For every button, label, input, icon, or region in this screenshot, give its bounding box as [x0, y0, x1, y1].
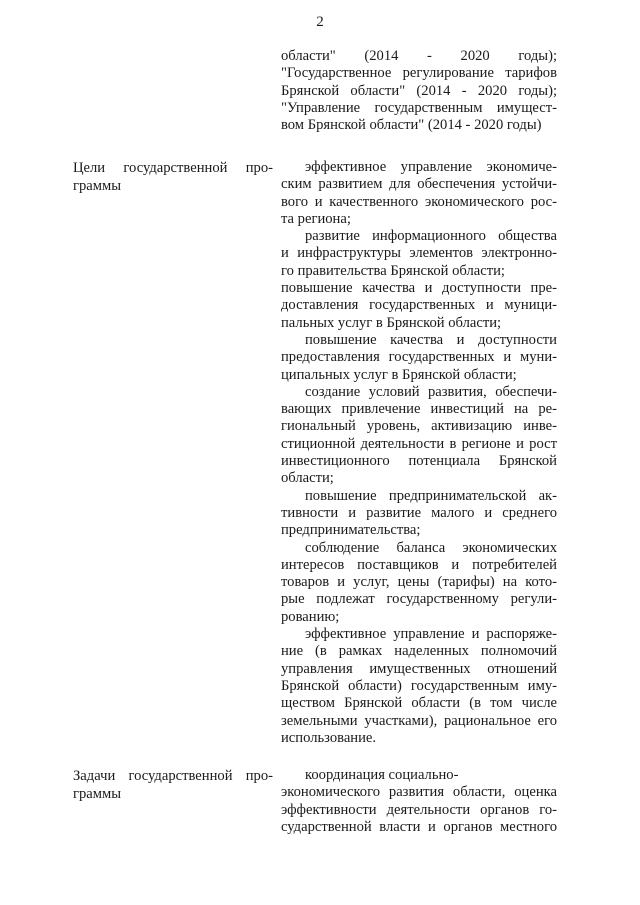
goal-line: эффективное управление и распоряже- [305, 626, 557, 643]
goal-line: ществом Брянской области (в том числе [281, 695, 557, 712]
continuation-line: Брянской области" (2014 - 2020 годы); [281, 82, 557, 99]
goal-line: предпринимательства; [281, 522, 421, 539]
goal-line: развитие информационного общества [305, 228, 557, 245]
goal-paragraph [281, 626, 557, 747]
goal-line: вающих привлечение инвестиций на ре- [281, 401, 557, 418]
goal-line: создание условий развития, обеспечи- [305, 383, 557, 400]
goal-line: эффективное управление экономиче- [305, 159, 557, 175]
page-number: 2 [316, 14, 324, 30]
goal-line: области; [281, 470, 334, 487]
goal-paragraph [281, 159, 557, 228]
goals-label-line: Цели государственной про- [73, 160, 273, 176]
goal-line: повышение качества и доступности [305, 331, 557, 348]
task-line: эффективности деятельности органов го- [281, 801, 557, 818]
goal-line: использование. [281, 729, 377, 746]
continuation-block [281, 48, 557, 134]
goal-line: и инфраструктуры элементов электронно- [281, 245, 557, 262]
goal-line: предоставления государственных и муни- [281, 349, 557, 366]
goal-line: пальных услуг в Брянской области; [281, 314, 502, 331]
goal-paragraph [281, 332, 557, 384]
goals-text [281, 159, 557, 747]
continuation-line: области" (2014 - 2020 годы); [281, 48, 557, 64]
goal-paragraph [281, 488, 557, 540]
continuation-line: вом Брянской области" (2014 - 2020 годы) [281, 117, 542, 134]
goal-paragraph [281, 384, 557, 488]
goal-line: повышение предпринимательской ак- [305, 487, 557, 504]
goal-line: та региона; [281, 210, 351, 227]
goal-paragraph [281, 540, 557, 626]
goal-line: интересов поставщиков и потребителей [281, 556, 557, 573]
goal-line: стиционной деятельности в регионе и рост [281, 435, 557, 452]
goal-line: тивности и развитие малого и среднего [281, 504, 557, 521]
goal-line: соблюдение баланса экономических [305, 539, 557, 556]
task-line: сударственной власти и органов местного [281, 818, 557, 835]
goals-label-line: граммы [73, 178, 122, 194]
goal-line: рые подлежат государственному регули- [281, 591, 557, 608]
tasks-text [281, 767, 557, 836]
goal-line: повышение качества и доступности пре- [281, 280, 557, 297]
goal-line: ским развитием для обеспечения устойчи- [281, 176, 557, 193]
goal-line: доставления государственных и муници- [281, 297, 557, 314]
goal-paragraph [281, 228, 557, 280]
goal-line: инвестиционного потенциала Брянской [281, 453, 557, 470]
goal-line: товаров и услуг, цены (тарифы) на кото- [281, 574, 557, 591]
goals-label [73, 159, 273, 195]
goal-line: Брянской области) государственным иму- [281, 677, 557, 694]
goal-line: ципальных услуг в Брянской области; [281, 366, 517, 383]
goal-line: гиональный уровень, активизацию инве- [281, 418, 557, 435]
goal-line: рованию; [281, 608, 340, 625]
tasks-label-line: граммы [73, 786, 122, 802]
continuation-line: "Государственное регулирование тарифов [281, 65, 557, 82]
goal-line: земельными участками), рациональное его [281, 712, 557, 729]
tasks-label-line: Задачи государственной про- [73, 768, 273, 784]
tasks-label [73, 767, 273, 803]
continuation-line: "Управление государственным имущест- [281, 99, 557, 116]
goal-line: вого и качественного экономического рос- [281, 193, 557, 210]
goal-paragraph [281, 280, 557, 332]
task-line: экономического развития области, оценка [281, 784, 557, 801]
goal-line: управления имущественных отношений [281, 660, 557, 677]
goal-line: ние (в рамках наделенных полномочий [281, 643, 557, 660]
task-line: координация социально- [305, 767, 459, 783]
goal-line: го правительства Брянской области; [281, 262, 505, 279]
